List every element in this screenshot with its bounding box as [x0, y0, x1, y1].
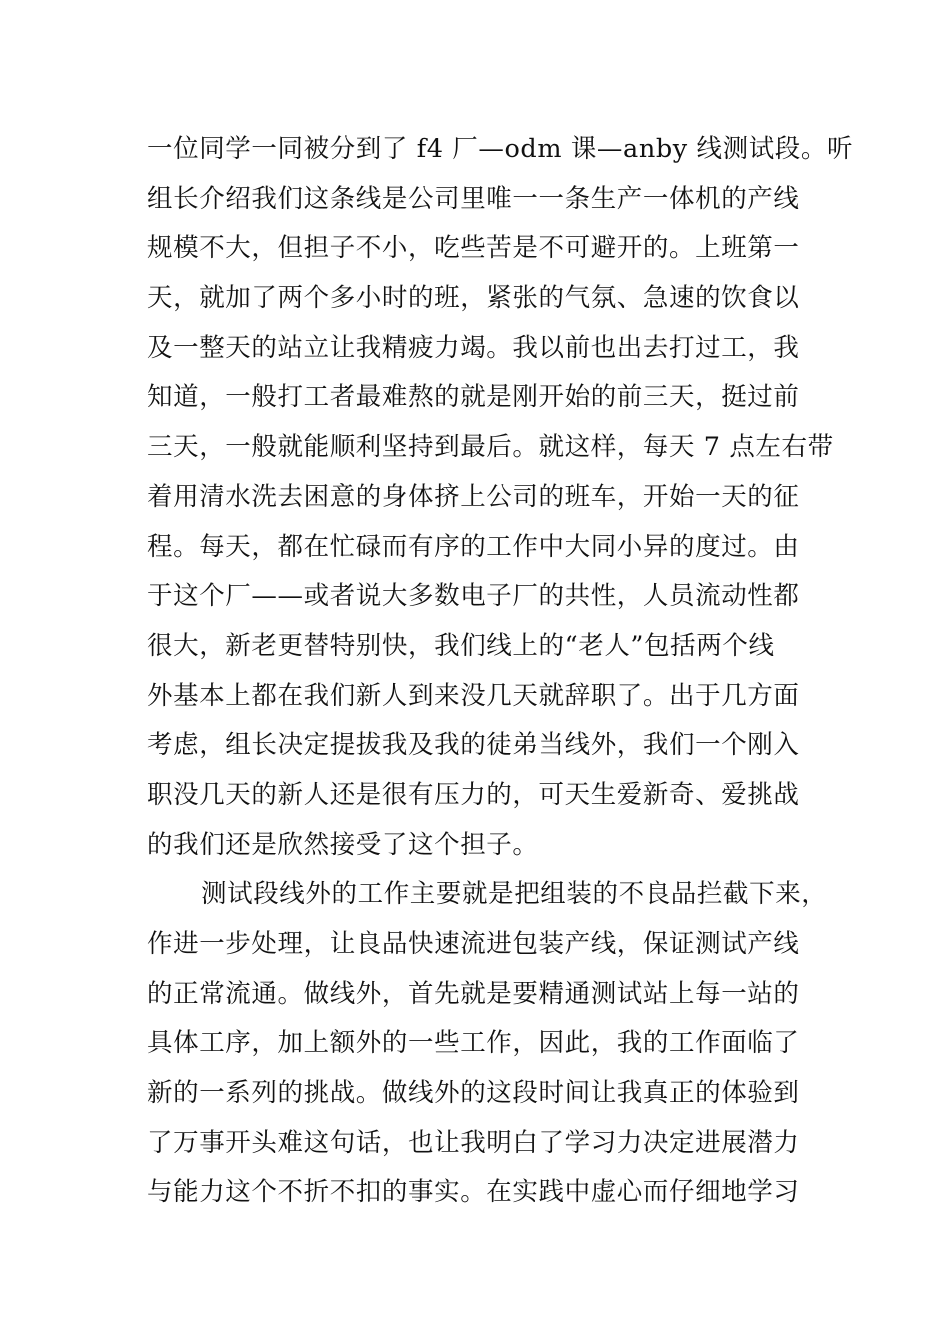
- text-line: 很大，新老更替特别快，我们线上的“老人”包括两个线: [147, 630, 775, 661]
- text-line: 考虑，组长决定提拔我及我的徒弟当线外，我们一个刚入: [147, 730, 800, 761]
- text-line: 规模不大，但担子不小，吃些苦是不可避开的。上班第一: [147, 233, 800, 264]
- text-line: 新的一系列的挑战。做线外的这段时间让我真正的体验到: [147, 1078, 800, 1109]
- text-line: 与能力这个不折不扣的事实。在实践中虚心而仔细地学习: [147, 1177, 800, 1208]
- text-line: 职没几天的新人还是很有压力的，可天生爱新奇、爱挑战: [147, 779, 800, 810]
- body-text: [147, 125, 854, 1218]
- text-line: 的我们还是欣然接受了这个担子。: [147, 829, 539, 860]
- text-line: 着用清水洗去困意的身体挤上公司的班车，开始一天的征: [147, 481, 800, 512]
- text-line: 三天，一般就能顺利坚持到最后。就这样，每天 7 点左右带: [147, 432, 834, 463]
- text-line-indented: 测试段线外的工作主要就是把组装的不良品拦截下来，: [201, 879, 828, 910]
- text-line: 作进一步处理，让良品快速流进包装产线，保证测试产线: [147, 929, 800, 959]
- text-line: 一位同学一同被分到了 f4 厂—odm 课—anby 线测试段。听: [147, 134, 854, 164]
- paragraph-2: [147, 870, 827, 1218]
- text-line: 天，就加了两个多小时的班，紧张的气氛、急速的饮食以: [147, 283, 800, 314]
- text-line: 了万事开头难这句话，也让我明白了学习力决定进展潜力: [147, 1127, 800, 1158]
- text-line: 组长介绍我们这条线是公司里唯一一条生产一体机的产线: [147, 183, 800, 214]
- paragraph-1: [147, 125, 854, 870]
- text-line: 的正常流通。做线外，首先就是要精通测试站上每一站的: [147, 978, 800, 1009]
- text-line: 程。每天，都在忙碌而有序的工作中大同小异的度过。由: [147, 531, 800, 562]
- text-line: 于这个厂——或者说大多数电子厂的共性，人员流动性都: [147, 581, 800, 612]
- text-line: 及一整天的站立让我精疲力竭。我以前也出去打过工，我: [147, 332, 800, 363]
- text-line: 具体工序，加上额外的一些工作，因此，我的工作面临了: [147, 1028, 800, 1059]
- text-line: 外基本上都在我们新人到来没几天就辞职了。出于几方面: [147, 680, 800, 711]
- text-line: 知道，一般打工者最难熬的就是刚开始的前三天，挺过前: [147, 382, 800, 413]
